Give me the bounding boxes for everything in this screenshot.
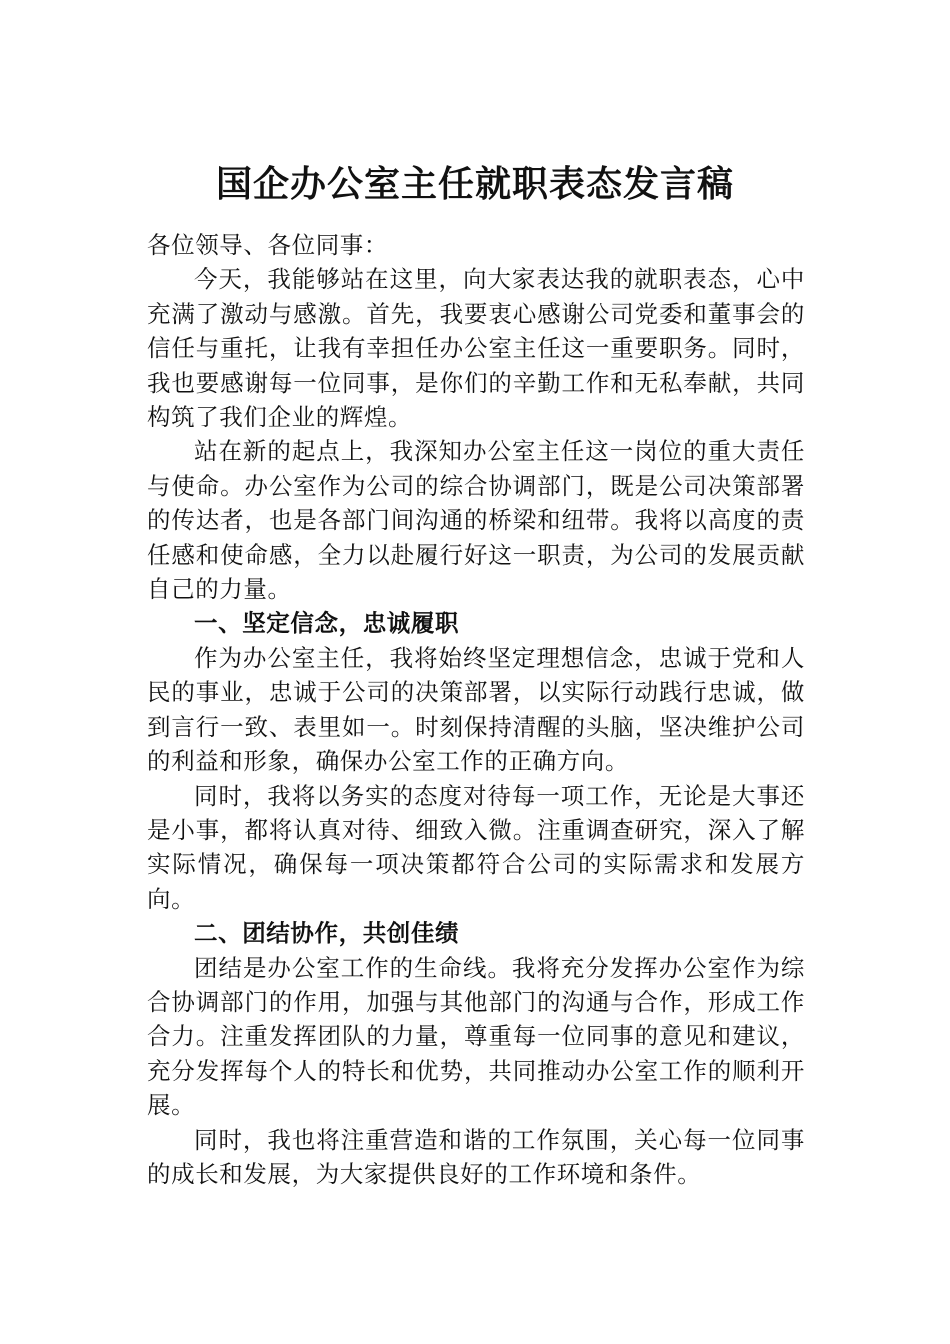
- section-1-paragraph-2: 同时，我将以务实的态度对待每一项工作，无论是大事还是小事，都将认真对待、细致入微。注重调查研究，深入了解实际情况，确保每一项决策都符合公司的实际需求和发展方向。: [147, 781, 805, 913]
- document-body: [147, 228, 805, 1191]
- section-heading-1: 一、坚定信念，忠诚履职: [194, 609, 460, 638]
- intro-paragraph-1: 今天，我能够站在这里，向大家表达我的就职表态，心中充满了激动与感激。首先，我要衷心感谢公司党委和董事会的信任与重托，让我有幸担任办公室主任这一重要职务。同时，我也要感谢每一位同事，是你们的辛勤工作和无私奉献，共同构筑了我们企业的辉煌。: [147, 265, 805, 432]
- section-1-paragraph-1: 作为办公室主任，我将始终坚定理想信念，忠诚于党和人民的事业，忠诚于公司的决策部署，以实际行动践行忠诚，做到言行一致、表里如一。时刻保持清醒的头脑，坚决维护公司的利益和形象，确保办公室工作的正确方向。: [147, 643, 805, 776]
- salutation: 各位领导、各位同事：: [147, 231, 388, 259]
- section-2-paragraph-1: 团结是办公室工作的生命线。我将充分发挥办公室作为综合协调部门的作用，加强与其他部门的沟通与合作，形成工作合力。注重发挥团队的力量，尊重每一位同事的意见和建议，充分发挥每个人的特长和优势，共同推动办公室工作的顺利开展。: [147, 953, 805, 1120]
- intro-paragraph-2: 站在新的起点上，我深知办公室主任这一岗位的重大责任与使命。办公室作为公司的综合协调部门，既是公司决策部署的传达者，也是各部门间沟通的桥梁和纽带。我将以高度的责任感和使命感，全力以赴履行好这一职责，为公司的发展贡献自己的力量。: [147, 437, 805, 604]
- section-2-paragraph-2: 同时，我也将注重营造和谐的工作氛围，关心每一位同事的成长和发展，为大家提供良好的工作环境和条件。: [147, 1125, 805, 1188]
- section-heading-2: 二、团结协作，共创佳绩: [194, 919, 460, 948]
- document-title: 国企办公室主任就职表态发言稿: [215, 163, 734, 205]
